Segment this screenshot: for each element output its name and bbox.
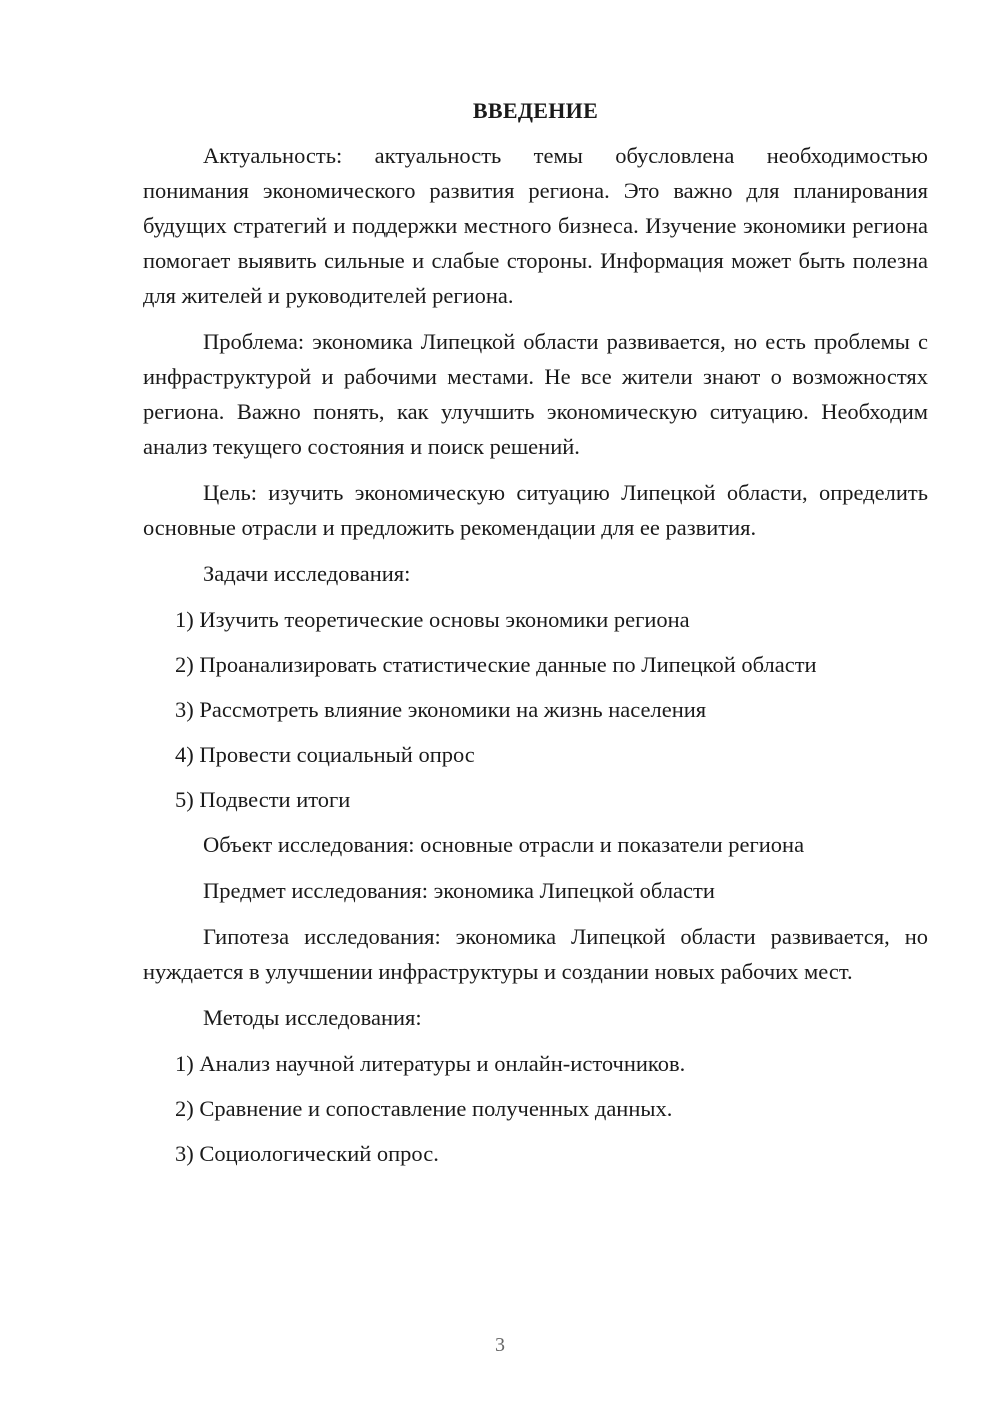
list-item: 3) Рассмотреть влияние экономики на жизнь населения <box>175 697 707 722</box>
goal-paragraph: Цель: изучить экономическую ситуацию Липецкой области, определить основные отрасли и предложить рекомендации для ее развития. <box>143 480 928 540</box>
page-number: 3 <box>495 1334 505 1356</box>
hypothesis-paragraph: Гипотеза исследования: экономика Липецкой области развивается, но нуждается в улучшении инфраструктуры и создании новых рабочих мест. <box>143 924 928 984</box>
page-title: ВВЕДЕНИЕ <box>472 98 599 123</box>
relevance-paragraph: Актуальность: актуальность темы обусловлена необходимостью понимания экономического развития региона. Это важно для планирования будущих стратегий и поддержки местного бизнеса. Изучение экономики региона помогает выявить сильные и слабые стороны. Информация может быть полезна для жителей и руководителей региона. <box>143 143 928 308</box>
problem-paragraph: Проблема: экономика Липецкой области развивается, но есть проблемы с инфраструктурой и рабочими местами. Не все жители знают о возможностях региона. Важно понять, как улучшить экономическую ситуацию. Необходим анализ текущего состояния и поиск решений. <box>143 329 928 459</box>
tasks-list <box>143 602 928 817</box>
list-item: 2) Сравнение и сопоставление полученных данных. <box>175 1096 673 1121</box>
list-item: 4) Провести социальный опрос <box>175 742 475 767</box>
object-paragraph: Объект исследования: основные отрасли и показатели региона <box>203 832 805 857</box>
list-item: 3) Социологический опрос. <box>175 1141 439 1166</box>
list-item: 1) Анализ научной литературы и онлайн-источников. <box>175 1051 686 1076</box>
list-item: 2) Проанализировать статистические данные по Липецкой области <box>175 652 817 677</box>
subject-paragraph: Предмет исследования: экономика Липецкой области <box>203 878 715 903</box>
methods-list <box>143 1046 928 1171</box>
document-page <box>143 96 928 1181</box>
list-item: 1) Изучить теоретические основы экономики региона <box>175 607 690 632</box>
tasks-title: Задачи исследования: <box>203 561 411 586</box>
methods-title: Методы исследования: <box>203 1005 422 1030</box>
list-item: 5) Подвести итоги <box>175 787 351 812</box>
